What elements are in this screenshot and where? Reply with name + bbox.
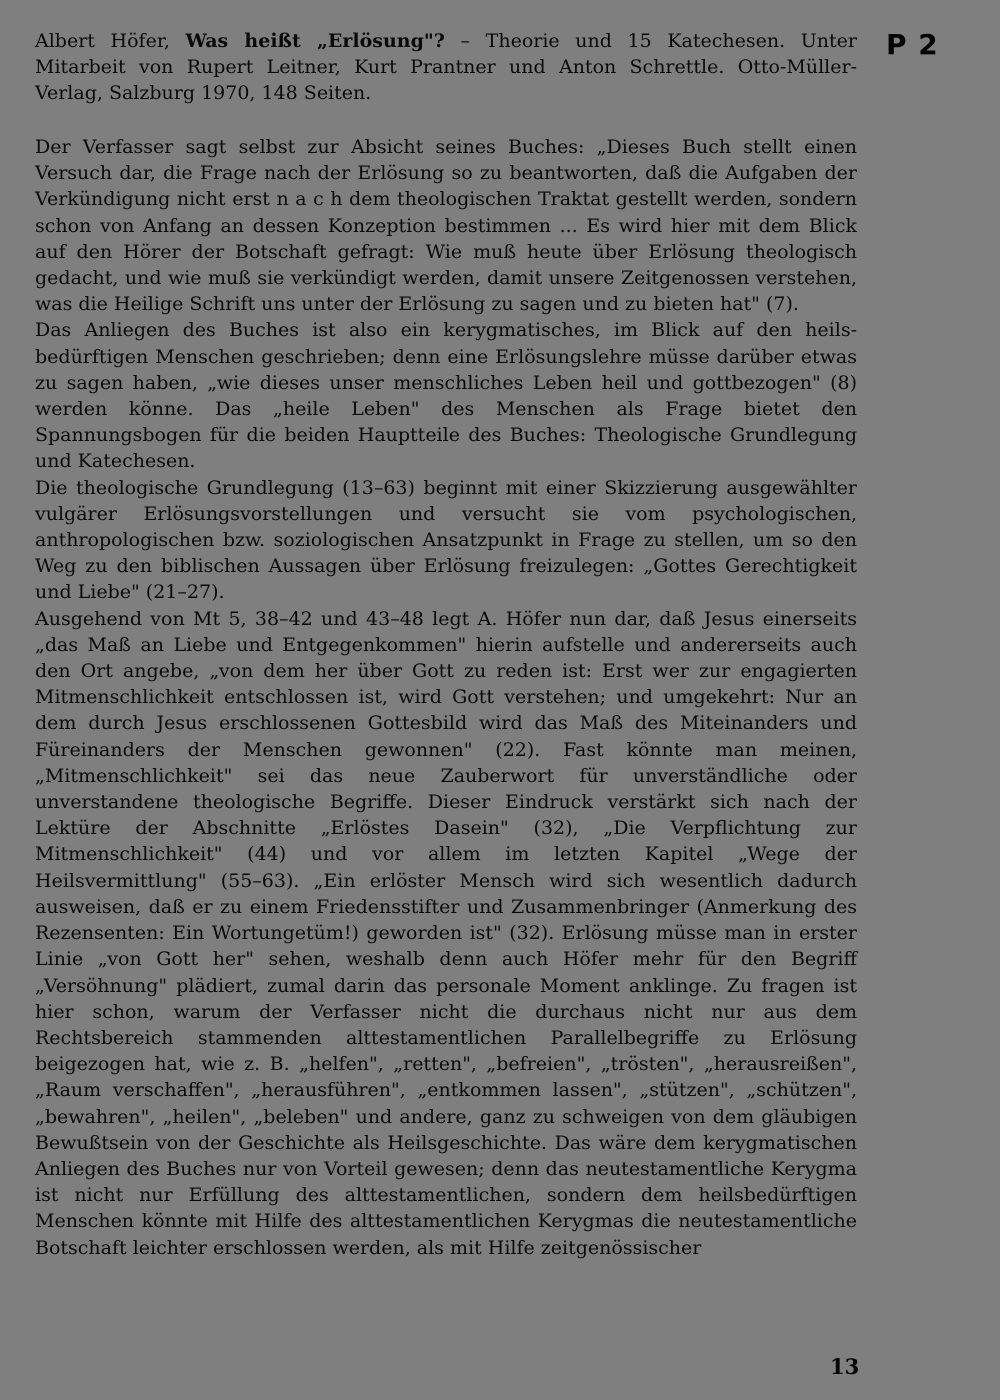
book-citation xyxy=(35,28,857,106)
citation-title: Was heißt „Erlösung"? xyxy=(185,30,445,52)
section-mark: P 2 xyxy=(886,28,939,61)
page-number: 13 xyxy=(830,1354,860,1379)
paragraph-foundation: Die theologische Grundlegung (13–63) beginnt mit einer Skizzierung ausgewählter vulgärer Erlösungsvorstellungen und versucht sie vom psychologischen, anthropologischen bzw. soziologischen Ansatzpunkt in Frage zu stellen, um so den Weg zu den biblischen Aussagen über Erlösung freizulegen: „Gottes Gerechtigkeit und Liebe" (21–27). xyxy=(35,476,857,604)
paragraph-discussion: Ausgehend von Mt 5, 38–42 und 43–48 legt A. Höfer nun dar, daß Jesus einerseits „das Maß an Liebe und Entgegenkommen" hierin aufstelle und andererseits auch den Ort angebe, „von dem her über Gott zu reden ist: Erst wer zur engagierten Mitmenschlichkeit entschlossen ist, wird Gott verstehen; und umgekehrt: Nur an dem durch Jesus erschlossenen Gottesbild wird das Maß des Miteinanders und Füreinanders der Menschen gewonnen" (22). Fast könnte man meinen, „Mitmenschlichkeit" sei das neue Zauberwort für unverständliche oder unverstandene theologische Begriffe. Dieser Eindruck verstärkt sich nach der Lektüre der Abschnitte „Erlöstes Dasein" (32), „Die Verpflichtung zur Mitmenschlichkeit" (44) und vor allem im letzten Kapitel „Wege der Heilsvermittlung" (55–63). „Ein erlöster Mensch wird sich wesentlich dadurch ausweisen, daß er zu einem Friedensstifter und Zusammenbringer (Anmerkung des Rezensenten: Ein Wortungetüm!) geworden ist" (32). Erlösung müsse man in erster Linie „von Gott her" sehen, weshalb denn auch Höfer mehr für den Begriff „Versöhnung" plädiert, zumal darin das personale Moment anklinge. Zu fragen ist hier schon, warum der Verfasser nicht die durchaus nicht nur aus dem Rechtsbereich stammenden alttestamentlichen Parallelbegriffe zu Erlösung beigezogen hat, wie z. B. „helfen", „retten", „befreien", „trösten", „herausreißen", „Raum verschaffen", „herausführen", „entkommen lassen", „stützen", „schützen", „bewahren", „heilen", „beleben" und andere, ganz zu schweigen von dem gläubigen Bewußtsein von der Geschichte als Heilsgeschichte. Das wäre dem kerygmatischen Anliegen des Buches nur von Vorteil gewesen; denn das neutestamentliche Kerygma ist nicht nur Erfüllung des alttestamentlichen, sondern dem heilsbedürftigen Menschen könnte mit Hilfe des alttestamentlichen Kerygmas die neutestamentliche Botschaft leichter erschlossen werden, als mit Hilfe zeitgenössischer xyxy=(35,607,857,1259)
paragraph-concern: Das Anliegen des Buches ist also ein kerygmatisches, im Blick auf den heilsbedürftigen Menschen geschrieben; denn eine Erlösungslehre müsse darüber etwas zu sagen haben, „wie dieses unser menschliches Leben heil und gottbezogen" (8) werden könne. Das „heile Leben" des Menschen als Frage bietet den Spannungsbogen für die beiden Hauptteile des Buches: Theologische Grundlegung und Katechesen. xyxy=(35,319,857,473)
review-body xyxy=(35,134,857,1261)
paragraph-intro: Der Verfasser sagt selbst zur Absicht seines Buches: „Dieses Buch stellt einen Versuch dar, die Frage nach der Erlösung so zu beantworten, daß die Aufgaben der Verkündigung nicht erst n a c h dem theologischen Traktat gestellt werden, sondern schon von Anfang an dessen Konzeption bestimmen ... Es wird hier mit dem Blick auf den Hörer der Botschaft gefragt: Wie muß heute über Erlösung theologisch gedacht, und wie muß sie verkündigt werden, damit unsere Zeitgenossen verstehen, was die Heilige Schrift uns unter der Erlösung zu sagen und zu bieten hat" (7). xyxy=(35,136,857,316)
citation-details: – Theorie und 15 Katechesen. Unter Mitarbeit von Rupert Leitner, Kurt Prantner und Anton Schrettle. Otto-Müller-Verlag, Salzburg 1970, 148 Seiten. xyxy=(35,30,857,104)
citation-author: Albert Höfer, xyxy=(35,30,170,52)
